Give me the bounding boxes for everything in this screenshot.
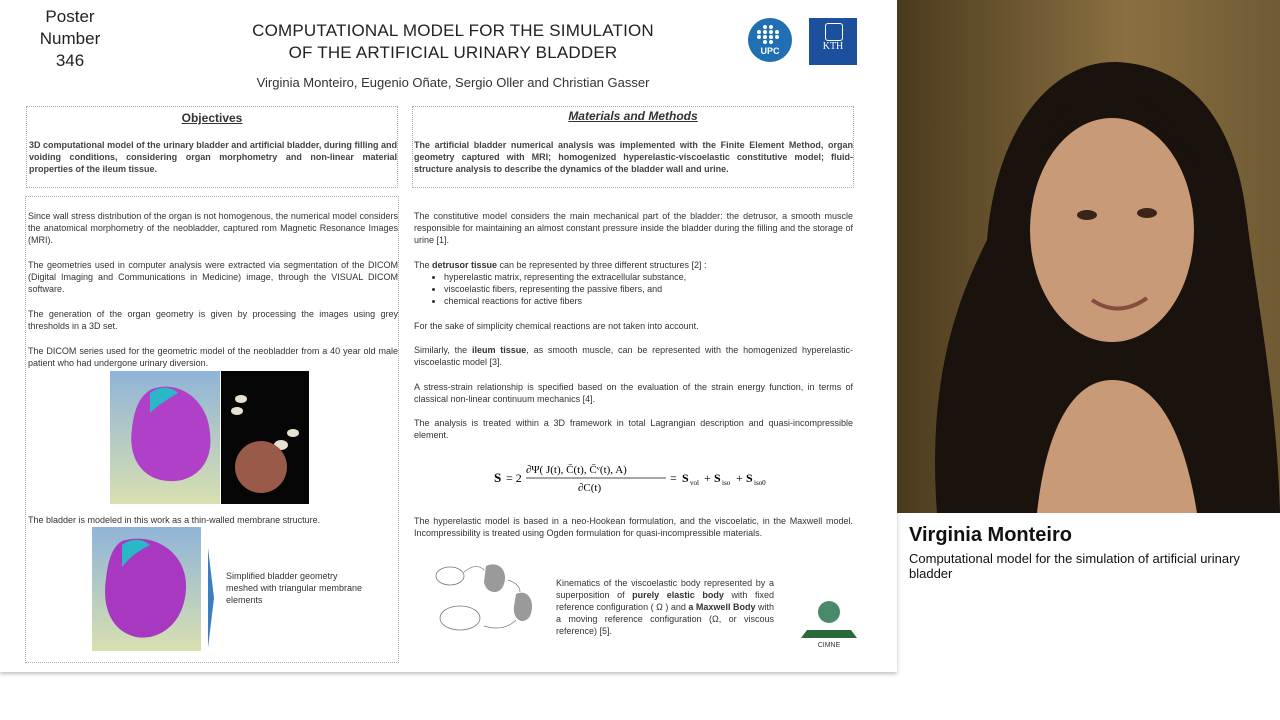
svg-text:=: = — [670, 471, 677, 485]
speaker-video — [897, 0, 1280, 513]
svg-text:S: S — [494, 470, 502, 485]
svg-text:= 2: = 2 — [506, 471, 522, 485]
svg-text:+: + — [704, 471, 711, 485]
svg-text:∂C(t): ∂C(t) — [578, 482, 602, 494]
methods-text: The artificial bladder numerical analysis was implemented with the Finite Element Method, organ geometry captured with MRI; homogenized hyperelastic-viscoelastic constitutive model; fluid-structure analysis to describe the dynamics of the bladder wall and urine. — [414, 140, 853, 174]
svg-text:∂Ψ( J(t), C̄(t), C̄ᵛ(t), A): ∂Ψ( J(t), C̄(t), C̄ᵛ(t), A) — [526, 464, 627, 476]
svg-text:vol: vol — [690, 479, 699, 487]
list-item: • hyperelastic matrix, representing the extracellular substance, — [444, 271, 864, 283]
right-paragraph-2: The detrusor tissue can be represented by three different structures [2] : — [414, 260, 707, 270]
detrusor-structure-list — [430, 271, 864, 307]
poster-title: COMPUTATIONAL MODEL FOR THE SIMULATION OF THE ARTIFICIAL URINARY BLADDER — [252, 21, 654, 62]
right-paragraph-1: The constitutive model considers the main mechanical part of the bladder: the detrusor, a smooth muscle responsible for maintaining an almost constant pressure inside the bladder during the filling and the storage of urine [1]. — [414, 211, 853, 245]
svg-text:+: + — [736, 471, 743, 485]
cimne-logo-text: CIMNE — [817, 642, 841, 648]
svg-text:S: S — [746, 471, 753, 485]
list-item: • viscoelastic fibers, representing the passive fibers, and — [444, 283, 864, 295]
objectives-text: 3D computational model of the urinary bladder and artificial bladder, during filling and voiding conditions, considering organ morphometry and non-linear material properties of the ileum tissue. — [29, 140, 397, 174]
speaker-name: Virginia Monteiro — [909, 524, 1072, 546]
methods-title: Materials and Methods — [568, 109, 698, 123]
svg-text:iso: iso — [722, 479, 731, 487]
left-paragraph-1: Since wall stress distribution of the organ is not homogenous, the numerical model considers the anatomical morphometry of the neobladder, captured rom Magnetic Resonance Images (MRI). — [28, 211, 398, 245]
bladder-mesh-image — [92, 527, 201, 651]
left-paragraph-2: The geometries used in computer analysis were extracted via segmentation of the DICOM (Digital Imaging and Communications in Medicine) image, through the VISUAL DICOM software. — [28, 260, 398, 294]
kth-logo: KTH — [809, 18, 857, 65]
kinematics-text: Kinematics of the viscoelastic body represented by a superposition of purely elastic body with fixed reference configuration ( Ω ) and a Maxwell Body with a moving reference configuration (Ω, or viscous reference) [5]. — [556, 578, 774, 636]
objectives-title: Objectives — [181, 111, 243, 125]
svg-text:iso0: iso0 — [754, 479, 766, 487]
right-paragraph-5: A stress-strain relationship is specified based on the evaluation of the strain energy function, in terms of classical non-linear continuum mechanics [4]. — [414, 382, 853, 404]
right-paragraph-3: For the sake of simplicity chemical reactions are not taken into account. — [414, 321, 699, 331]
svg-text:S: S — [714, 471, 721, 485]
mesh-caption: Simplified bladder geometry meshed with triangular membrane elements — [226, 571, 363, 605]
right-paragraph-4: Similarly, the ileum tissue, as smooth muscle, can be represented with the homogenized hyperelastic-viscoelastic model [3]. — [414, 345, 853, 367]
bladder-3d-image — [110, 371, 220, 504]
stress-formula — [492, 461, 782, 495]
speaker-portrait — [897, 0, 1280, 513]
cimne-logo — [801, 600, 857, 648]
talk-title: Computational model for the simulation of artificial urinary bladder — [909, 551, 1240, 581]
arrow-divider-icon — [206, 548, 216, 648]
list-item: • chemical reactions for active fibers — [444, 295, 864, 307]
right-paragraph-7: The hyperelastic model is based in a neo-Hookean formulation, and the viscoelatic, in the Maxwell model. Incompressibility is treated using Ogden formulation for quasi-incompressible materials. — [414, 516, 853, 538]
poster-authors: Virginia Monteiro, Eugenio Oñate, Sergio Oller and Christian Gasser — [256, 75, 650, 90]
left-paragraph-5: The bladder is modeled in this work as a thin-walled membrane structure. — [28, 515, 321, 525]
left-paragraph-3: The generation of the organ geometry is given by processing the images using grey thresholds in a 3D set. — [28, 309, 398, 331]
upc-logo: UPC — [748, 18, 792, 62]
svg-text:S: S — [682, 471, 689, 485]
left-paragraph-4: The DICOM series used for the geometric model of the neobladder from a 40 year old male patient who had undergone urinary diversion. — [28, 346, 398, 368]
mri-scan-image — [221, 371, 309, 504]
poster-number: Poster Number 346 — [39, 7, 101, 70]
right-paragraph-6: The analysis is treated within a 3D framework in total Lagrangian description and quasi-incompressible element. — [414, 418, 853, 440]
kinematics-diagram — [424, 558, 544, 640]
